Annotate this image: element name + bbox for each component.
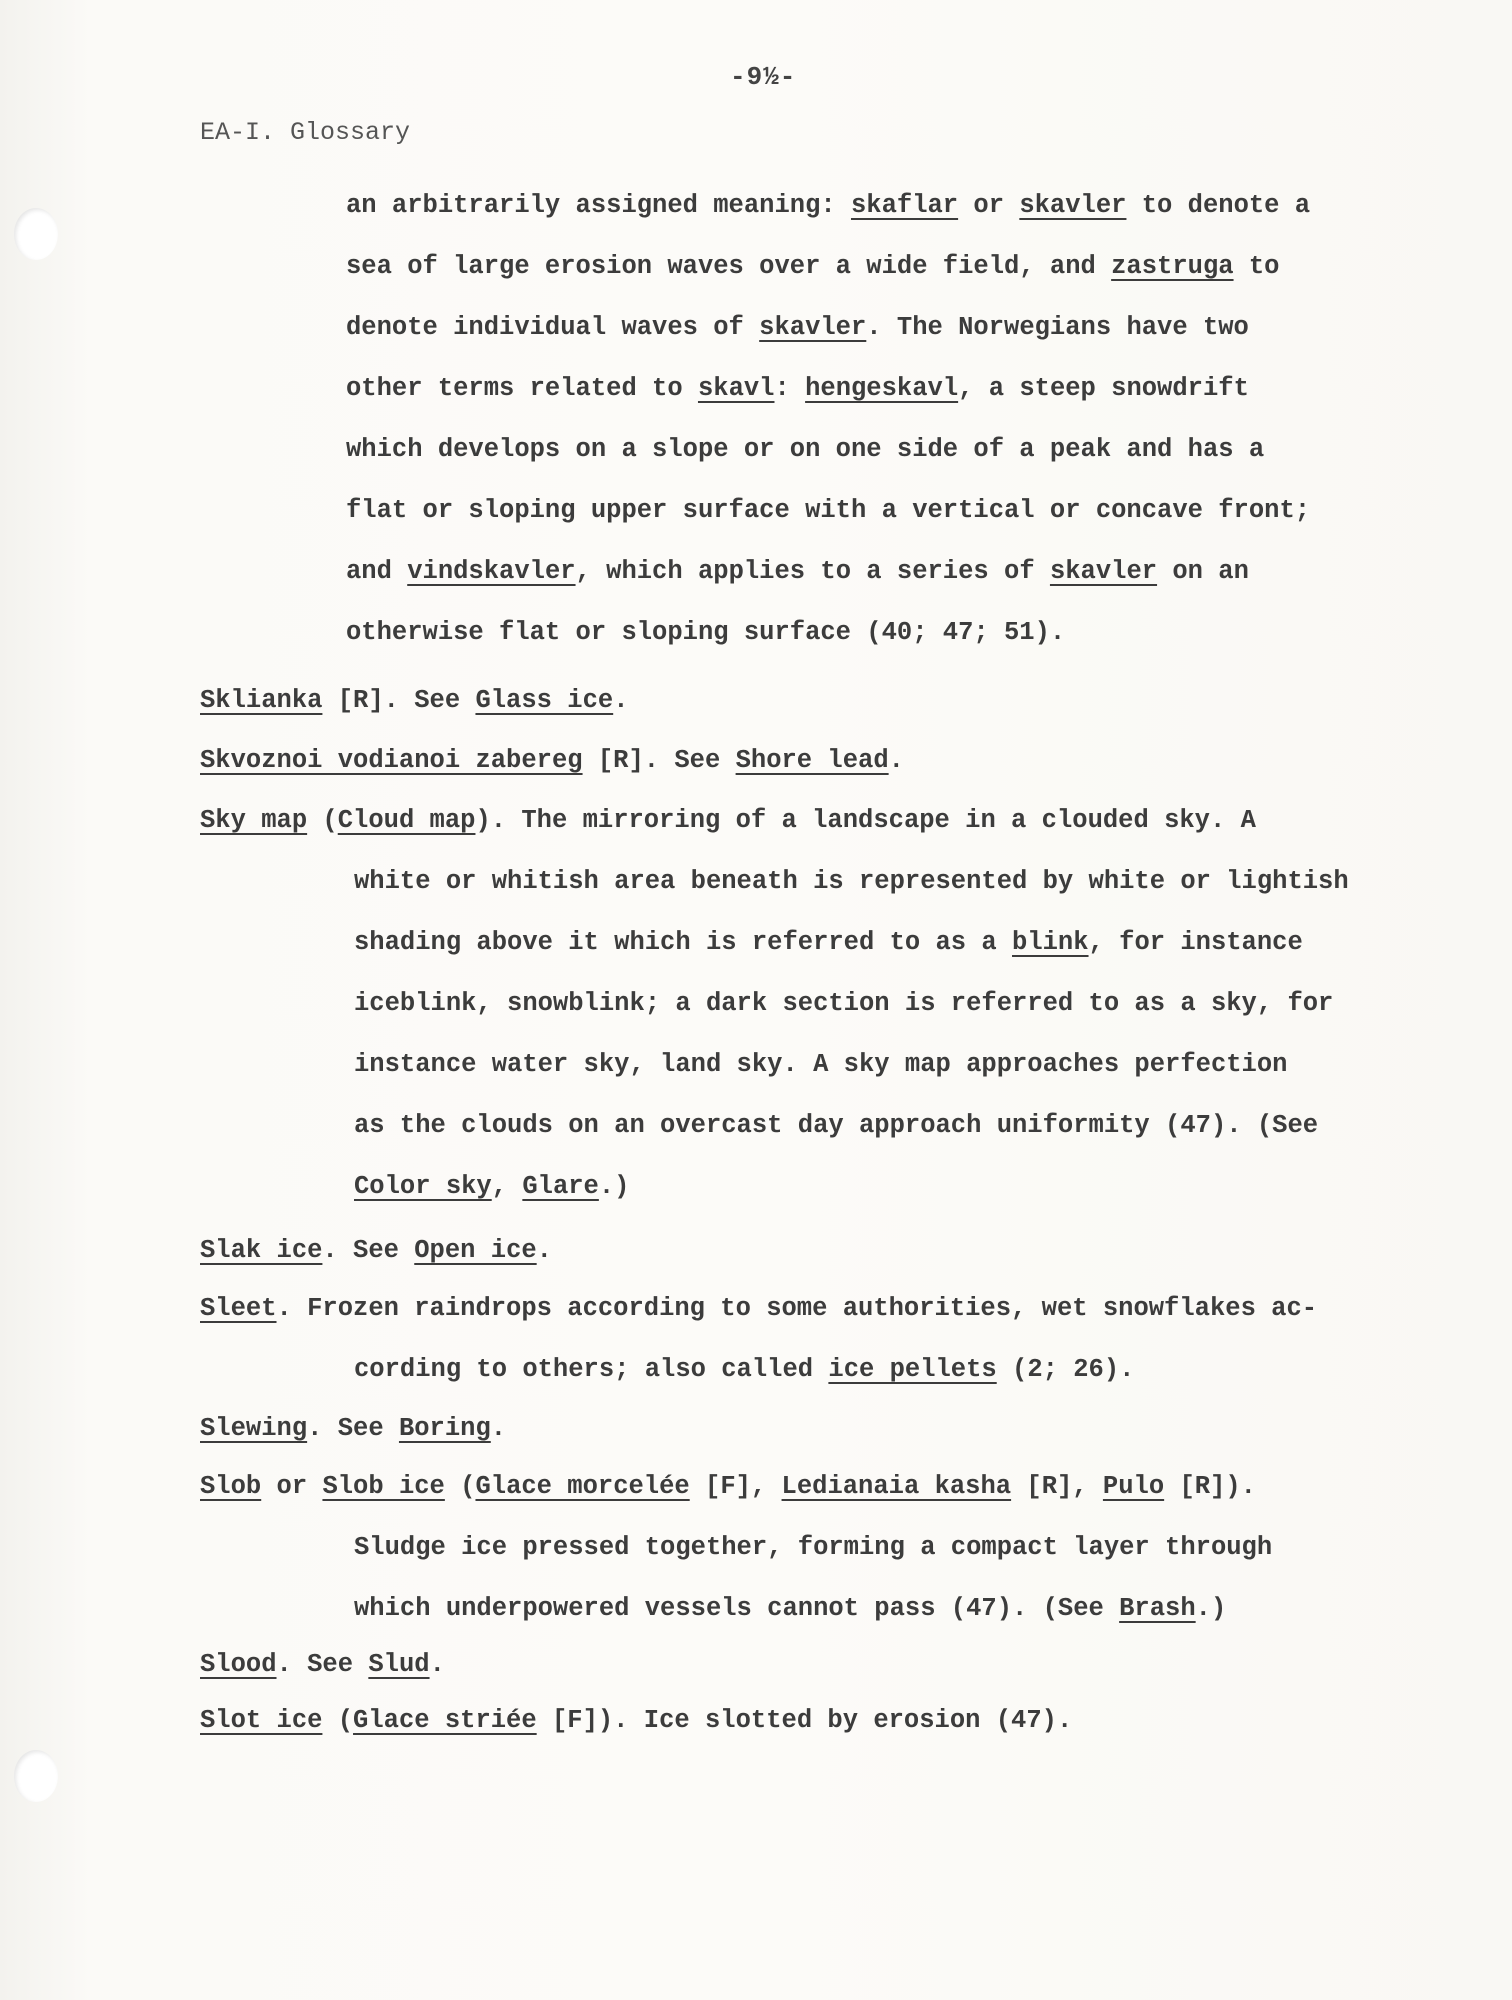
entry-term: Slewing [200,1414,308,1443]
glossary-entry-slob [200,1456,1400,1639]
text-segment: an arbitrarily assigned meaning: [346,191,851,220]
underlined-term: skavler [1049,557,1158,586]
text-line [200,1220,1400,1281]
text-segment: , which applies to a series of [575,557,1050,586]
entry-term: Slood [200,1650,277,1679]
text-segment: [R], [1011,1472,1103,1501]
text-line: instance water sky, land sky. A sky map approaches perfection [354,1050,1288,1079]
text-line: otherwise flat or sloping surface (40; 47; 51). [346,618,1066,647]
text-line: white or whitish area beneath is represented by white or lightish [354,867,1349,896]
underlined-term: skavl [697,374,775,403]
underlined-term: Pulo [1102,1472,1165,1501]
text-segment: ( [307,806,338,835]
text-segment: [F], [689,1472,782,1501]
text-line [346,541,1346,602]
glossary-entry-slack-ice [200,1220,1400,1281]
text-segment: [R]). [1164,1472,1256,1501]
text-segment: . Frozen raindrops according to some authorities, wet snowflakes ac- [276,1294,1318,1323]
text-line [346,236,1346,297]
punch-hole [14,1750,58,1802]
text-line [200,670,1400,731]
underlined-term: zastruga [1111,252,1234,281]
underlined-term: skavler [759,313,867,342]
cross-reference: Slud [368,1650,430,1679]
entry-term: Sky map [200,806,308,835]
text-segment: and [346,557,408,586]
underlined-term: Brash [1119,1594,1196,1623]
text-segment: [R]. See [582,746,736,775]
text-segment: ( [322,1706,354,1735]
text-line [200,1398,1400,1459]
text-segment: or [958,191,1020,220]
text-segment: to [1233,252,1280,281]
text-segment: . [536,1236,552,1265]
text-segment: denote individual waves of [346,313,760,342]
underlined-term: ice pellets [828,1355,997,1384]
text-segment: . [429,1650,445,1679]
text-segment: or [261,1472,323,1501]
text-segment: [F]). Ice slotted by erosion (47). [536,1706,1073,1735]
text-segment: . [490,1414,507,1443]
text-segment: . See [322,1236,415,1265]
section-header: EA-I. Glossary [200,118,411,147]
text-line [354,1339,1400,1400]
text-line [346,175,1346,236]
text-line: iceblink, snowblink; a dark section is referred to as a sky, for [354,989,1334,1018]
text-line [354,1156,1400,1217]
underlined-term: skaflar [850,191,959,220]
glossary-entry-skvoznoi [200,730,1400,791]
text-line [200,1634,1400,1695]
glossary-entry-slewing [200,1398,1400,1459]
text-segment: . The Norwegians have two [866,313,1249,342]
text-segment: ( [444,1472,476,1501]
text-segment: . [613,686,629,715]
entry-term: Slak ice [200,1236,323,1265]
entry-term: Slob [200,1472,262,1501]
punch-hole [14,208,58,260]
text-segment: (2; 26). [996,1355,1135,1384]
text-segment: which underpowered vessels cannot pass (47). (See [354,1594,1120,1623]
glossary-entry-sklianka [200,670,1400,731]
text-line [200,1690,1400,1751]
text-line [200,1456,1400,1517]
underlined-term: skavler [1019,191,1127,220]
glossary-entry-slood [200,1634,1400,1695]
text-segment: . [888,746,904,775]
entry-term: Skvoznoi vodianoi zabereg [200,746,583,775]
underlined-term: Ledianaia kasha [781,1472,1012,1501]
text-segment: sea of large erosion waves over a wide field, and [346,252,1112,281]
text-line [354,912,1400,973]
text-segment: , [491,1172,523,1201]
text-segment: , a steep snowdrift [958,374,1249,403]
entry-term: Sklianka [200,686,323,715]
entry-term: Slot ice [200,1706,323,1735]
cross-reference: Shore lead [735,746,889,775]
text-line [346,297,1346,358]
text-segment: .) [1195,1594,1227,1623]
text-line [200,730,1400,791]
underlined-term: Slob ice [322,1472,445,1501]
underlined-term: hengeskavl [805,374,959,403]
text-segment: other terms related to [346,374,698,403]
underlined-term: Glare [522,1172,599,1201]
text-line: which develops on a slope or on one side of a peak and has a [346,435,1265,464]
glossary-entry-slot-ice [200,1690,1400,1751]
text-line: flat or sloping upper surface with a vertical or concave front; [346,496,1311,525]
cross-reference: Boring [398,1414,491,1443]
text-segment: . See [276,1650,369,1679]
entry-term: Sleet [200,1294,277,1323]
underlined-term: blink [1012,928,1089,957]
underlined-term: Color sky [354,1172,492,1201]
underlined-term: Cloud map [337,806,476,835]
page-number: -9½- [730,62,797,92]
text-line [354,1578,1400,1639]
text-segment: [R]. See [322,686,476,715]
text-segment: to denote a [1126,191,1311,220]
continuation-paragraph [346,175,1346,663]
text-segment: .) [598,1172,630,1201]
underlined-term: Glace morcelée [475,1472,690,1501]
text-line: Sludge ice pressed together, forming a compact layer through [354,1533,1273,1562]
text-segment: : [774,374,806,403]
glossary-entry-sleet [200,1278,1400,1400]
text-line: as the clouds on an overcast day approach uniformity (47). (See [354,1111,1319,1140]
text-segment: shading above it which is referred to as a [354,928,1013,957]
underlined-term: vindskavler [407,557,576,586]
glossary-entry-sky-map [200,790,1400,1217]
text-line [200,790,1400,851]
text-segment: . See [307,1414,399,1443]
text-segment: , for instance [1088,928,1303,957]
underlined-term: Glace striée [353,1706,537,1735]
cross-reference: Open ice [414,1236,537,1265]
text-line [200,1278,1400,1339]
cross-reference: Glass ice [475,686,614,715]
text-segment: ). The mirroring of a landscape in a clouded sky. A [475,806,1256,835]
text-line [346,358,1346,419]
text-segment: cording to others; also called [354,1355,829,1384]
text-segment: on an [1157,557,1249,586]
